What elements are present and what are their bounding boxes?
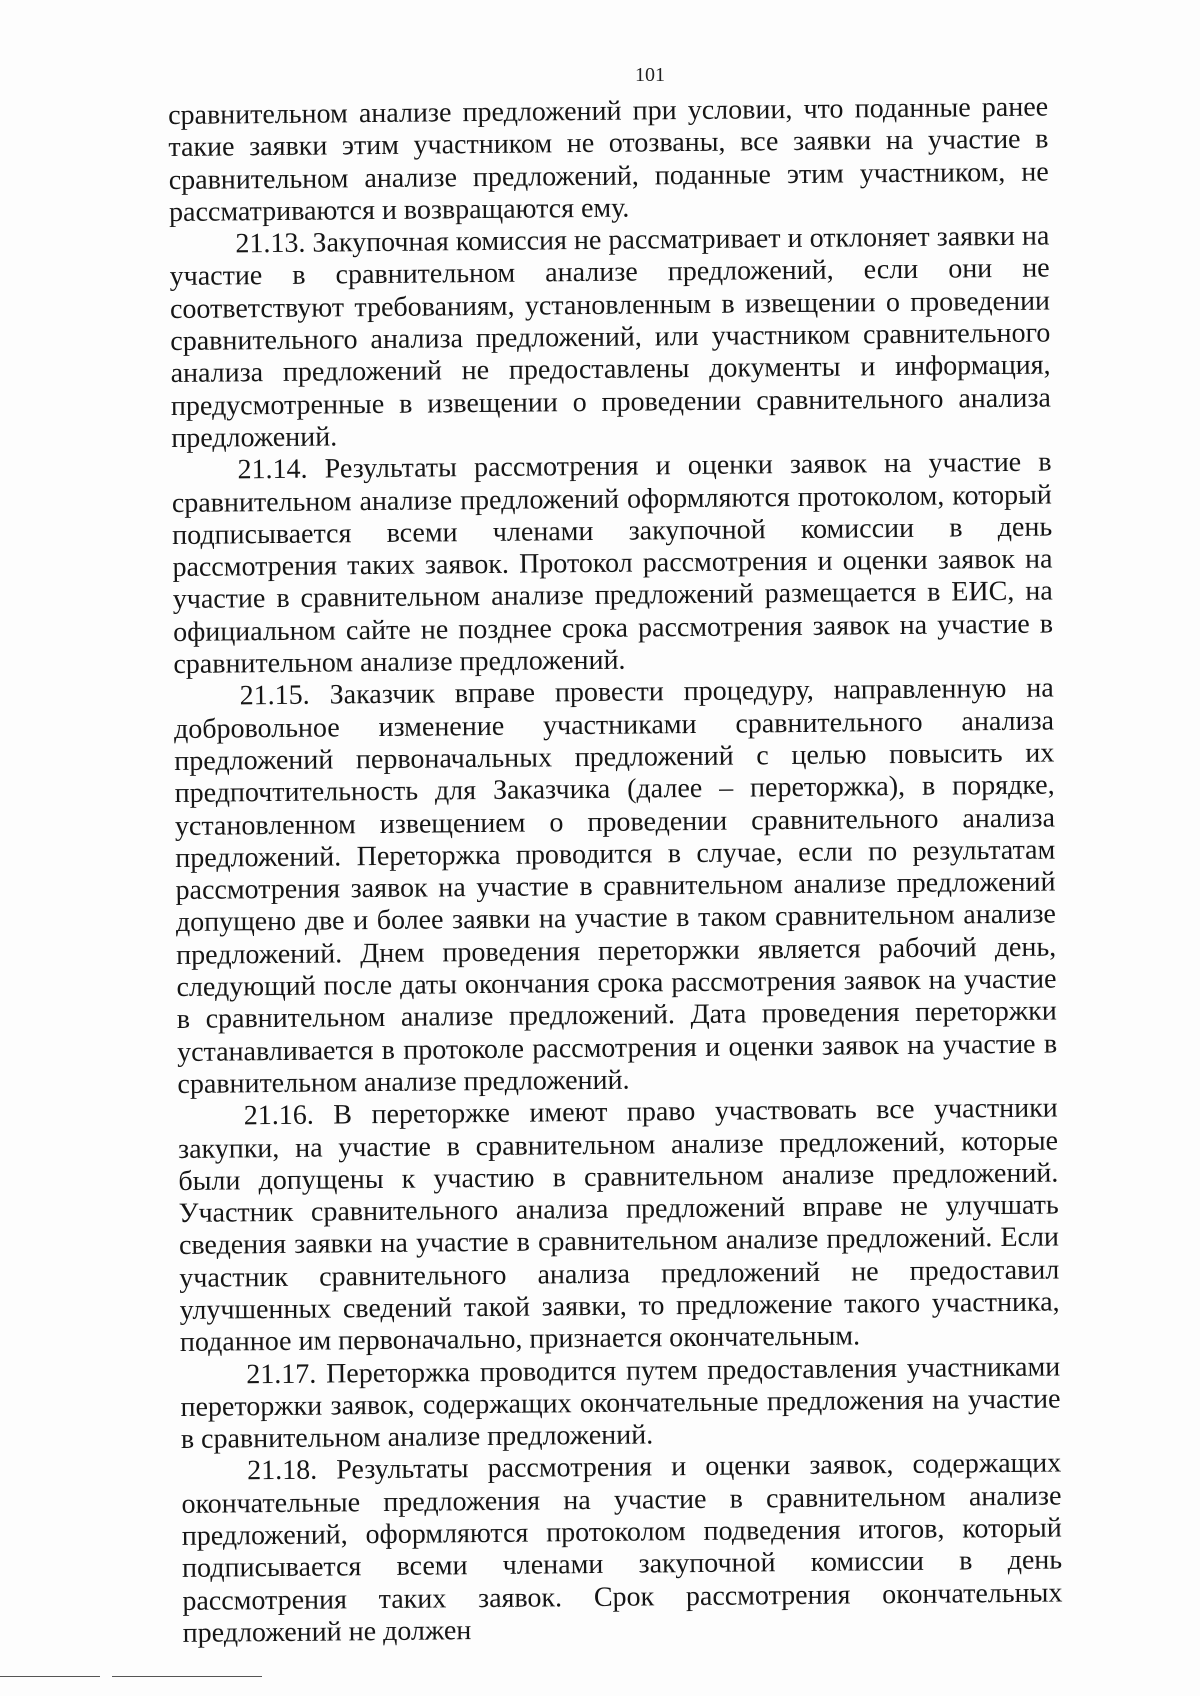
- paragraph-continuation: сравнительном анализе предложений при условии, что поданные ранее такие заявки этим участником не отозваны, все заявки на участие в сравнительном анализе предложений, поданные этим участником, не рассматриваются и возвращаются ему.: [168, 91, 1049, 228]
- scan-artifact-line: [0, 1676, 100, 1677]
- paragraph-21-15: 21.15. Заказчик вправе провести процедуру, направленную на добровольное изменение участниками сравнительного анализа предложений первоначальных предложений с целью повысить их предпочтительность для Заказчика (далее – переторжка), в порядке, установленном извещением о проведении сравнительного анализа предложений. Переторжка проводится в случае, если по результатам рассмотрения заявок на участие в сравнительном анализе предложений допущено две и более заявки на участие в таком сравнительном анализе предложений. Днем проведения переторжки является рабочий день, следующий после даты окончания срока рассмотрения заявок на участие в сравнительном анализе предложений. Дата проведения переторжки устанавливается в протоколе рассмотрения и оценки заявок на участие в сравнительном анализе предложений.: [173, 672, 1058, 1100]
- paragraph-21-18: 21.18. Результаты рассмотрения и оценки заявок, содержащих окончательные предложения на участие в сравнительном анализе предложений, оформляются протоколом подведения итогов, который подписывается всеми членами закупочной комиссии в день рассмотрения таких заявок. Срок рассмотрения окончательных предложений не должен: [181, 1447, 1063, 1649]
- paragraph-21-13: 21.13. Закупочная комиссия не рассматривает и отклоняет заявки на участие в сравнительном анализе предложений, если они не соответствуют требованиям, установленным в извещении о проведении сравнительного анализа предложений, или участником сравнительного анализа предложений не предоставлены документы и информация, предусмотренные в извещении о проведении сравнительного анализа предложений.: [169, 220, 1052, 454]
- page-number: 101: [635, 64, 665, 86]
- paragraph-21-14: 21.14. Результаты рассмотрения и оценки заявок на участие в сравнительном анализе предложений оформляются протоколом, который подписывается всеми членами закупочной комиссии в день рассмотрения таких заявок. Протокол рассмотрения и оценки заявок на участие в сравнительном анализе предложений размещается в ЕИС, на официальном сайте не позднее срока рассмотрения заявок на участие в сравнительном анализе предложений.: [171, 446, 1054, 681]
- scan-artifact-line: [112, 1676, 262, 1677]
- document-body: [168, 92, 1063, 1651]
- paragraph-21-16: 21.16. В переторжке имеют право участвовать все участники закупки, на участие в сравнительном анализе предложений, которые были допущены к участию в сравнительном анализе предложений. Участник сравнительного анализа предложений вправе не улучшать сведения заявки на участие в сравнительном анализе предложений. Если участник сравнительного анализа предложений не предоставил улучшенных сведений такой заявки, то предложение такого участника, поданное им первоначально, признается окончательным.: [177, 1092, 1060, 1359]
- paragraph-21-17: 21.17. Переторжка проводится путем предоставления участниками переторжки заявок, содержащих окончательные предложения на участие в сравнительном анализе предложений.: [180, 1351, 1061, 1456]
